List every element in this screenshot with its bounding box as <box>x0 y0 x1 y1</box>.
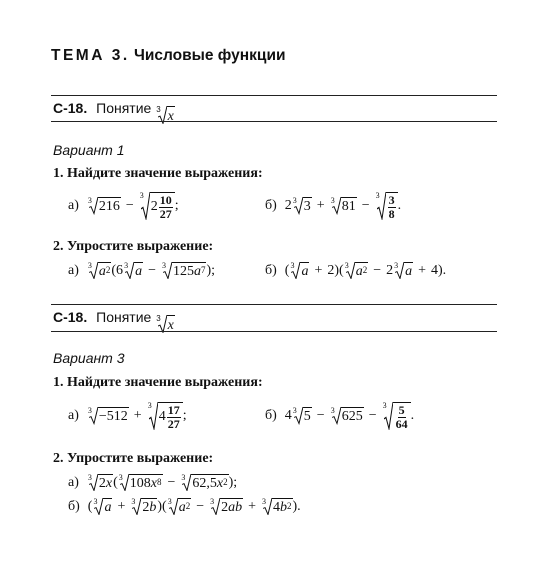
expr-1a: а) 3 216 − 3 2 $\frac{10}{27}$ ; <box>68 191 179 221</box>
section-code: С-18. <box>53 100 88 116</box>
section-code: С-18. <box>53 309 88 325</box>
theme-label: ТЕМА 3. <box>51 47 130 64</box>
task-2-heading-v3: 2. Упростите выражение: <box>53 451 214 466</box>
variant-3-label: Вариант 3 <box>53 350 125 366</box>
theme-name: Числовые функции <box>133 47 286 64</box>
task-2-heading: 2. Упростите выражение: <box>53 239 214 254</box>
expr-2a: а) 3 $a^2$ (6 3 a − 3 $125a^7$ ); <box>68 261 216 279</box>
theme-title <box>51 47 286 65</box>
cube-root-x: 3 x <box>156 105 174 124</box>
expr-2b-v3: б) ( 3 a + 3 2b )( 3 $a^2$ − 3 2ab + 3 $4b^2$ ). <box>68 497 301 515</box>
expr-1b: б) 2 3 3 + 3 81 − 3 $\frac{3}{8}$ . <box>265 191 402 221</box>
section-1-top-rule <box>51 95 497 96</box>
expr-1a-v3: а) 3 −512 + 3 4 $\frac{17}{27}$ ; <box>68 401 187 431</box>
expr-2a-v3: а) 3 2x ( 3 $108x^8$ − 3 $62,5x^2$ ); <box>68 473 238 491</box>
task-1-heading: 1. Найдите значение выражения: <box>53 166 263 181</box>
section-title: Понятие <box>96 100 152 116</box>
section-2-bottom-rule <box>51 331 497 332</box>
expr-2b: б) ( 3 a + 2)( 3 $a^2$ − 2 3 a + 4). <box>265 261 447 279</box>
expr-1b-v3: б) 4 3 5 − 3 625 − 3 $\frac{5}{64}$ . <box>265 401 415 431</box>
section-2-heading <box>53 309 175 333</box>
section-1-bottom-rule <box>51 121 497 122</box>
section-title: Понятие <box>96 309 152 325</box>
cube-root-x: 3 x <box>156 314 174 333</box>
section-2-top-rule <box>51 304 497 305</box>
variant-1-label: Вариант 1 <box>53 142 125 158</box>
task-1-heading-v3: 1. Найдите значение выражения: <box>53 375 263 390</box>
